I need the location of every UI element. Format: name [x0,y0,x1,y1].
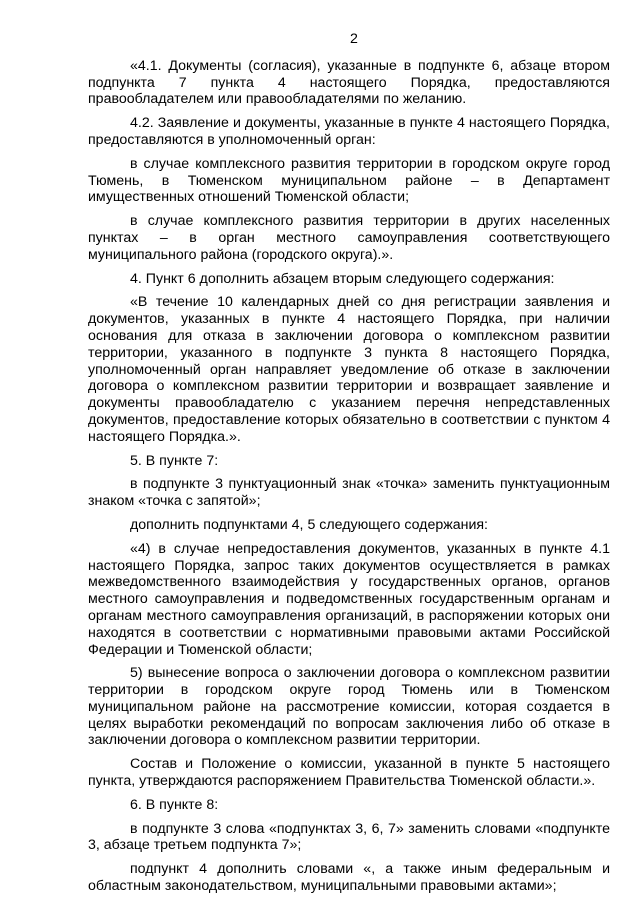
paragraph-replace-words: в подпункте 3 слова «подпунктах 3, 6, 7» заменить словами «подпункте 3, абзаце третьем подпункта 7»; [88,820,610,854]
paragraph-item-5: 5. В пункте 7: [130,452,219,469]
paragraph-4-1: «4.1. Документы (согласия), указанные в подпункте 6, абзаце втором подпункта 7 пункта 4 настоящего Порядка, предоставляются правообладателем или правообладателями по желанию. [88,57,610,108]
page-number: 2 [350,31,358,47]
paragraph-commission: Состав и Положение о комиссии, указанной в пункте 5 настоящего пункта, утверждаются распоряжением Правительства Тюменской области.». [88,756,610,790]
paragraph-item-4: 4. Пункт 6 дополнить абзацем вторым следующего содержания: [130,270,555,287]
paragraph-subitem-3-punctuation: в подпункте 3 пунктуационный знак «точка» заменить пунктуационным знаком «точка с запятой»; [88,476,610,510]
paragraph-subitem-4-addition: подпункт 4 дополнить словами «, а также иным федеральным и областным законодательством, муниципальными правовыми актами»; [88,861,610,895]
paragraph-add-subitems: дополнить подпунктами 4, 5 следующего содержания: [130,516,488,533]
paragraph-subitem-5: 5) вынесение вопроса о заключении договора о комплексном развитии территории в городском округе город Тюмень или в Тюменском муниципальном районе на рассмотрение комиссии, которая создается в целях выработки рекомендаций по вопросам заключения либо об отказе в заключении договора о комплексном развитии территории. [88,665,610,749]
paragraph-4-2: 4.2. Заявление и документы, указанные в пункте 4 настоящего Порядка, предоставляются в уполномоченный орган: [88,115,610,148]
paragraph-tyumen-case: в случае комплексного развития территории в городском округе город Тюмень, в Тюменском муниципальном районе – в Департамент имущественных отношений Тюменской области; [88,155,610,206]
paragraph-item-6: 6. В пункте 8: [130,796,219,813]
paragraph-other-settlements-case: в случае комплексного развития территории в других населенных пунктах – в орган местного самоуправления соответствующего муниципального района (городского округа).». [88,213,610,263]
paragraph-refusal-notice: «В течение 10 календарных дней со дня регистрации заявления и документов, указанных в пункте 4 настоящего Порядка, при наличии основания для отказа в заключении договора о комплексном развитии территории, указанного в подпункте 3 пункта 8 настоящего Порядка, уполномоченный орган направляет уведомление об отказе в заключении договора о комплексном развитии территории и возвращает заявление и документы правообладателю с указанием перечня непредставленных документов, предоставление которых обязательно в соответствии с пунктом 4 настоящего Порядка.». [88,294,610,445]
paragraph-subitem-4: «4) в случае непредоставления документов, указанных в пункте 4.1 настоящего Порядка, запрос таких документов осуществляется в рамках межведомственного взаимодействия у государственных органов, органов местного самоуправления и подведомственных государственным органам и органам местного самоуправления организаций, в распоряжении которых они находятся в соответствии с нормативными правовыми актами Российской Федерации и Тюменской области; [88,540,610,658]
